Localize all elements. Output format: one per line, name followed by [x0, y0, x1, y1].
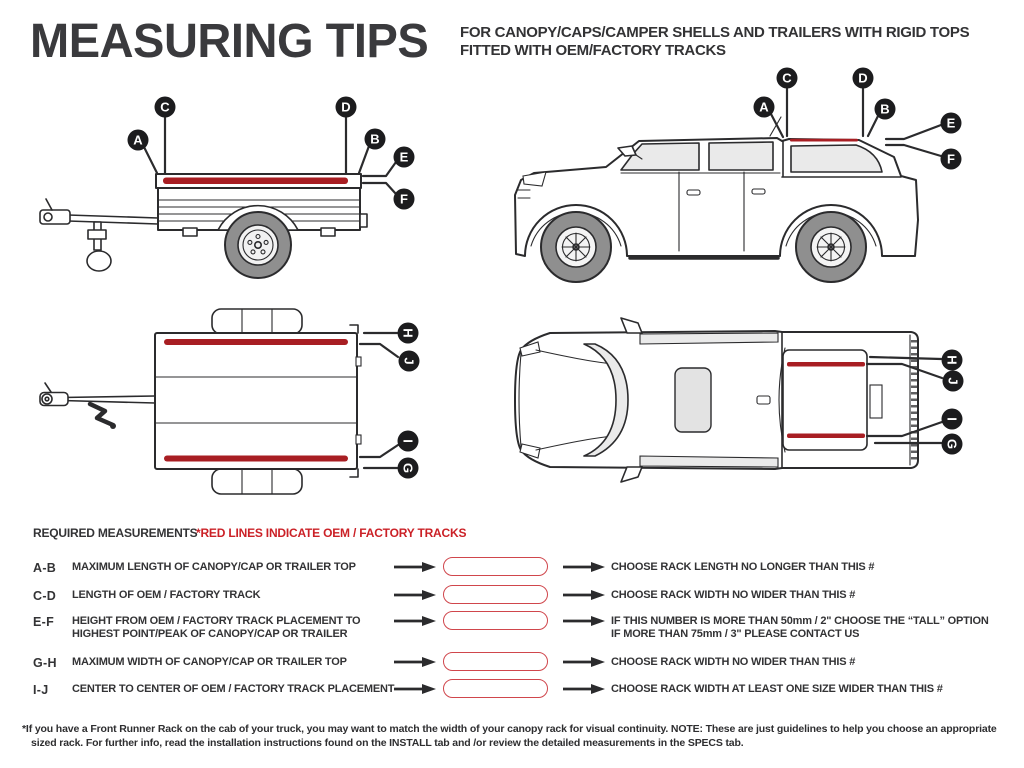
svg-text:J: J [945, 377, 961, 385]
truck-side-marker-c [777, 68, 798, 89]
svg-text:G: G [400, 462, 416, 474]
row-description: MAXIMUM LENGTH OF CANOPY/CAP OR TRAILER TOP [72, 561, 356, 573]
measurement-row-i-j [0, 682, 1024, 712]
row-instruction: IF THIS NUMBER IS MORE THAN 50mm / 2" CHOOSE THE “TALL” OPTION IF MORE THAN 75mm / 3" PLEASE CONTACT US [611, 615, 989, 640]
svg-text:E: E [946, 115, 956, 131]
arrow-right-icon [394, 589, 436, 601]
trailer-top-marker-h [398, 323, 419, 344]
arrow-right-icon [563, 589, 605, 601]
arrow-right-icon [394, 683, 436, 695]
trailer-top-marker-g [398, 458, 419, 479]
truck-rear-wheel [796, 212, 866, 282]
arrow-right-icon [563, 615, 605, 627]
row-id-label: I-J [33, 683, 49, 697]
trailer-side-marker-c [155, 97, 176, 118]
trailer-top-view-diagram [20, 300, 450, 510]
svg-text:B: B [370, 131, 380, 147]
measurement-value-box [443, 611, 548, 630]
row-description: HEIGHT FROM OEM / FACTORY TRACK PLACEMENT TO HIGHEST POINT/PEAK OF CANOPY/CAP OR TRAILER [72, 615, 361, 640]
arrow-right-icon [563, 683, 605, 695]
row-id-label: E-F [33, 615, 55, 629]
trailer-top-marker-i [398, 431, 419, 452]
oem-track-red-line [790, 139, 858, 142]
measurement-value-box [443, 585, 548, 604]
truck-top-marker-j [943, 371, 964, 392]
svg-text:C: C [160, 99, 170, 115]
arrow-right-icon [394, 615, 436, 627]
row-description: LENGTH OF OEM / FACTORY TRACK [72, 589, 261, 601]
measurement-value-box [443, 557, 548, 576]
row-id-label: C-D [33, 589, 57, 603]
row-instruction: CHOOSE RACK LENGTH NO LONGER THAN THIS # [611, 561, 875, 573]
arrow-right-icon [394, 656, 436, 668]
measurement-value-box [443, 679, 548, 698]
truck-top-marker-h [942, 350, 963, 371]
trailer-top-marker-j [399, 351, 420, 372]
trailer-drawbar [40, 383, 155, 429]
footnote: *If you have a Front Runner Rack on the cab of your truck, you may want to match the width of your canopy rack for visual continuity. NOTE: These are just guidelines to help you choose an appropriate sized rack. For further info, read the installation instructions found on the INSTALL tab and /or review the detailed measurements in the SPECS tab. [22, 723, 997, 749]
truck-side-marker-b [875, 99, 896, 120]
trailer-top-rail [156, 174, 361, 188]
truck-side-marker-f [941, 149, 962, 170]
trailer-side-marker-a [128, 130, 149, 151]
row-id-label: A-B [33, 561, 57, 575]
measurement-value-box [443, 652, 548, 671]
trailer-side-marker-d [336, 97, 357, 118]
trailer-side-marker-e [394, 147, 415, 168]
truck-top-view-diagram [490, 300, 990, 510]
truck-top-marker-g [942, 434, 963, 455]
svg-text:H: H [400, 328, 416, 338]
row-instruction: CHOOSE RACK WIDTH AT LEAST ONE SIZE WIDER THAN THIS # [611, 683, 943, 695]
page-subtitle [460, 24, 969, 60]
arrow-right-icon [563, 561, 605, 573]
trailer-wheel [225, 212, 291, 278]
oem-track-red-line [164, 456, 348, 462]
svg-text:B: B [880, 101, 890, 117]
required-measurements-title: REQUIRED MEASUREMENTS [33, 526, 198, 540]
svg-text:F: F [947, 151, 955, 167]
row-instruction: CHOOSE RACK WIDTH NO WIDER THAN THIS # [611, 589, 856, 601]
svg-text:F: F [400, 191, 408, 207]
trailer-body-top [155, 325, 361, 477]
measurement-row-e-f [0, 614, 1024, 644]
row-id-label: G-H [33, 656, 57, 670]
svg-text:G: G [944, 438, 960, 450]
arrow-right-icon [394, 561, 436, 573]
svg-text:I: I [400, 439, 416, 443]
truck-side-marker-d [853, 68, 874, 89]
truck-body-top [515, 318, 918, 482]
page-subtitle-line1: FOR CANOPY/CAPS/CAMPER SHELLS AND TRAILERS WITH RIGID TOPS [460, 24, 970, 41]
row-instruction: CHOOSE RACK WIDTH NO WIDER THAN THIS # [611, 656, 856, 668]
row-description: MAXIMUM WIDTH OF CANOPY/CAP OR TRAILER TOP [72, 656, 347, 668]
svg-text:A: A [759, 99, 769, 115]
truck-side-marker-a [754, 97, 775, 118]
svg-text:A: A [133, 132, 143, 148]
truck-side-marker-e [941, 113, 962, 134]
page-title: MEASURING TIPS [30, 15, 429, 68]
svg-text:I: I [944, 417, 960, 421]
svg-text:D: D [341, 99, 351, 115]
oem-track-red-line [787, 362, 865, 367]
svg-text:C: C [782, 70, 792, 86]
leader-lines [360, 333, 398, 468]
row-description: CENTER TO CENTER OF OEM / FACTORY TRACK PLACEMENT [72, 683, 395, 695]
oem-track-red-line [164, 339, 348, 345]
truck-side-view-diagram [490, 60, 1000, 290]
page-subtitle-line2: FITTED WITH OEM/FACTORY TRACKS [460, 42, 726, 59]
oem-track-red-line [163, 178, 348, 185]
svg-text:H: H [944, 355, 960, 365]
truck-top-marker-i [942, 409, 963, 430]
trailer-side-marker-b [365, 129, 386, 150]
svg-text:J: J [401, 357, 417, 365]
trailer-side-marker-f [394, 189, 415, 210]
svg-text:E: E [399, 149, 409, 165]
arrow-right-icon [563, 656, 605, 668]
trailer-side-view-diagram [30, 88, 460, 300]
oem-track-red-line [787, 434, 865, 439]
red-lines-note: *RED LINES INDICATE OEM / FACTORY TRACKS [196, 526, 467, 540]
trailer-drawbar [40, 199, 158, 271]
truck-front-wheel [541, 212, 611, 282]
svg-text:D: D [858, 70, 868, 86]
